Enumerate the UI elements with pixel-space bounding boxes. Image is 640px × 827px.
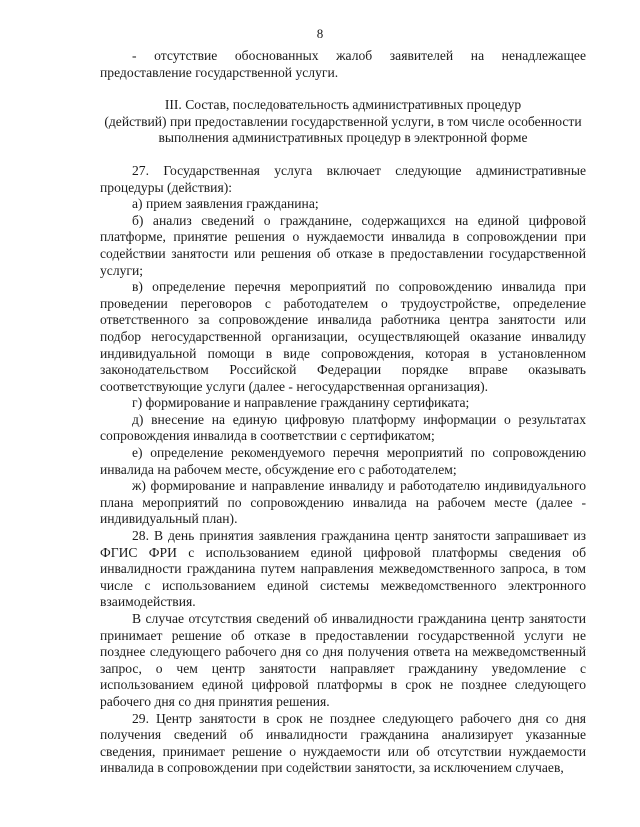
paragraph-29: 29. Центр занятости в срок не позднее следующего рабочего дня со дня получения сведений об инвалидности гражданина анализирует указанные сведения, принимает решение о нуждаемости или об отсутствии нуждаемости инвалида в сопровождении при содействии занятости, за исключением случаев, <box>100 710 586 776</box>
paragraph-27-b: б) анализ сведений о гражданине, содержащихся на единой цифровой платформе, принятие решения о нуждаемости инвалида в сопровождении при содействии занятости или решения об отказе в предоставлении государственной услуги; <box>100 212 586 278</box>
paragraph-27-d: д) внесение на единую цифровую платформу информации о результатах сопровождения инвалида в соответствии с сертификатом; <box>100 411 586 444</box>
paragraph-27-v: в) определение перечня мероприятий по сопровождению инвалида при проведении переговоров с работодателем о трудоустройстве, определение ответственного за сопровождение инвалида работника центра занятости или подбор негосударственной организации, осуществляющей оказание инвалиду индивидуальной помощи в виде сопровождения, которая в установленном законодательством Российской Федерации порядке вправе оказывать соответствующие услуги (далее - негосударственная организация). <box>100 279 586 394</box>
paragraph-27: 27. Государственная услуга включает следующие административные процедуры (действия): <box>100 162 586 195</box>
paragraph-27-g: г) формирование и направление гражданину сертификата; <box>132 395 470 411</box>
paragraph-27-e: е) определение рекомендуемого перечня мероприятий по сопровождению инвалида на рабочем месте, обсуждение его с работодателем; <box>100 445 586 477</box>
section-title-line-2: (действий) при предоставлении государственной услуги, в том числе особенности <box>104 113 582 129</box>
paragraph-28: 28. В день принятия заявления гражданина центр занятости запрашивает из ФГИС ФРИ с использованием единой цифровой платформы сведения об инвалидности гражданина путем направления межведомственного запроса, в том числе с использованием единой системы межведомственного электронного взаимодействия. <box>100 528 586 610</box>
section-title-line-3: выполнения административных процедур в электронной форме <box>158 130 528 146</box>
paragraph-27-a: а) прием заявления гражданина; <box>132 196 319 212</box>
page-number: 8 <box>316 26 324 41</box>
document-body <box>100 48 586 777</box>
paragraph-27-zh: ж) формирование и направление инвалиду и работодателю индивидуального плана мероприятий по сопровождению инвалида на рабочем месте (далее - индивидуальный план). <box>100 478 586 527</box>
paragraph-28-refusal: В случае отсутствия сведений об инвалидности гражданина центр занятости принимает решение об отказе в предоставлении государственной услуги не позднее следующего рабочего дня со дня получения ответа на межведомственный запрос, о чем центр занятости направляет гражданину уведомление с использованием единой цифровой платформы в срок не позднее следующего рабочего дня со дня принятия решения. <box>100 611 586 709</box>
section-title-line-1: III. Состав, последовательность административных процедур <box>164 97 522 113</box>
intro-paragraph: - отсутствие обоснованных жалоб заявителей на ненадлежащее предоставление государственной услуги. <box>100 48 586 80</box>
section-title <box>100 97 586 147</box>
